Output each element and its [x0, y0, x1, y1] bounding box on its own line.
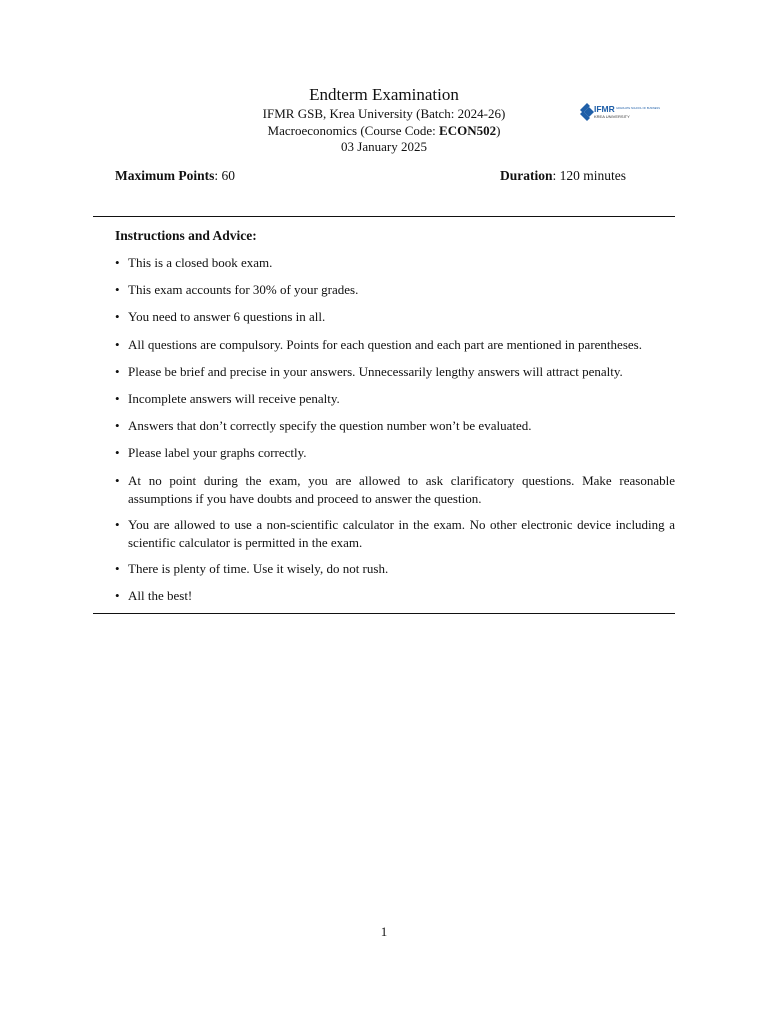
logo-subtitle: KREA UNIVERSITY	[594, 114, 630, 119]
bullet-icon: •	[115, 418, 120, 434]
instruction-text: You are allowed to use a non-scientific calculator in the exam. No other electronic device including a scientific calculator is permitted in the exam.	[128, 516, 675, 550]
list-item	[115, 390, 675, 408]
duration-label: Duration	[500, 168, 553, 183]
max-points-value: : 60	[214, 168, 236, 183]
logo-mark	[580, 103, 594, 121]
max-points-label: Maximum Points	[115, 168, 215, 183]
instruction-text: There is plenty of time. Use it wisely, do not rush.	[128, 560, 389, 576]
instruction-text: This is a closed book exam.	[128, 255, 273, 270]
bullet-icon: •	[115, 336, 120, 352]
list-item	[115, 308, 675, 326]
list-item	[115, 417, 675, 435]
bullet-icon: •	[115, 309, 120, 325]
bullet-icon: •	[115, 445, 120, 461]
bullet-icon: •	[115, 587, 120, 603]
bullet-icon: •	[115, 390, 120, 406]
list-item	[115, 281, 675, 299]
instruction-text: All questions are compulsory. Points for each question and each part are mentioned in parentheses.	[128, 336, 642, 352]
course-code: ECON502	[439, 122, 497, 138]
list-item	[115, 587, 675, 605]
instruction-text: Please be brief and precise in your answers. Unnecessarily lengthy answers will attract penalty.	[128, 363, 623, 379]
logo-name: IFMR	[594, 104, 615, 114]
logo-tagline: GRADUATE SCHOOL OF BUSINESS	[616, 107, 660, 110]
list-item	[115, 560, 675, 578]
course-line	[0, 123, 768, 140]
exam-header	[0, 84, 768, 156]
top-divider	[93, 216, 675, 217]
instruction-text: Please label your graphs correctly.	[128, 445, 307, 461]
instruction-text: Answers that don’t correctly specify the question number won’t be evaluated.	[128, 418, 532, 434]
bullet-icon: •	[115, 363, 120, 379]
instruction-text: You need to answer 6 questions in all.	[128, 309, 326, 325]
instruction-text: At no point during the exam, you are allowed to ask clarificatory questions. Make reasonable assumptions if you have doubts and proceed to answer the question.	[128, 472, 675, 506]
institution-line: IFMR GSB, Krea University (Batch: 2024-26)	[262, 106, 506, 121]
exam-title: Endterm Examination	[309, 85, 459, 104]
bullet-icon: •	[115, 472, 120, 488]
bullet-icon: •	[115, 282, 120, 298]
page-number: 1	[380, 924, 388, 939]
bottom-divider	[93, 613, 675, 614]
bullet-icon: •	[115, 516, 120, 532]
instructions-list	[115, 254, 675, 614]
exam-date: 03 January 2025	[341, 139, 427, 154]
instruction-text: Incomplete answers will receive penalty.	[128, 390, 340, 406]
list-item	[115, 363, 675, 381]
ifmr-krea-logo	[578, 97, 660, 127]
course-suffix: )	[496, 122, 501, 138]
duration-value: : 120 minutes	[552, 168, 627, 183]
list-item	[115, 516, 675, 552]
bullet-icon: •	[115, 255, 120, 270]
instruction-text: All the best!	[128, 587, 193, 603]
course-prefix: Macroeconomics (Course Code:	[267, 122, 440, 138]
list-item	[115, 254, 675, 272]
bullet-icon: •	[115, 560, 120, 576]
list-item	[115, 336, 675, 354]
duration	[500, 168, 626, 184]
list-item	[115, 472, 675, 508]
instruction-text: This exam accounts for 30% of your grades.	[128, 282, 359, 298]
max-points	[115, 168, 235, 184]
list-item	[115, 444, 675, 462]
instructions-heading: Instructions and Advice:	[115, 228, 257, 243]
